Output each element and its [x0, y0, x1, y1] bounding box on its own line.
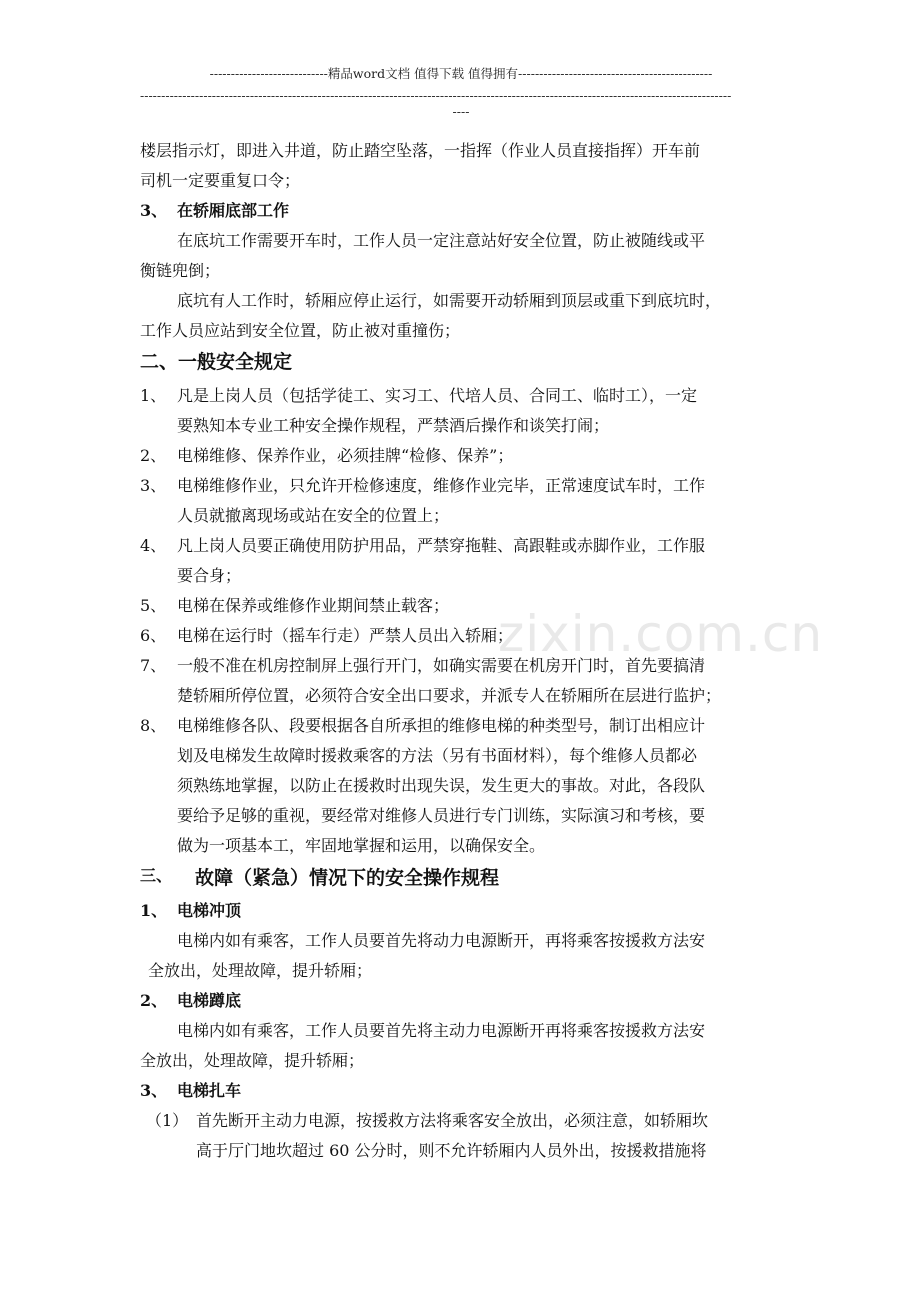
subsection-number: 3、 [140, 1081, 168, 1100]
section-title: 在轿厢底部工作 [177, 201, 290, 220]
list-item-line: 划及电梯发生故障时援救乘客的方法（另有书面材料），每个维修人员都必 [177, 746, 698, 765]
section-number: 三、 [140, 866, 173, 885]
list-item-line: 人员就撤离现场或站在安全的位置上； [177, 506, 450, 525]
list-item-line: 一般不准在机房控制屏上强行开门，如确实需要在机房开门时，首先要搞清 [177, 656, 706, 675]
header-dash-line: -------------------------------------------------------------------------------------------------------------------------------------------- [140, 88, 732, 103]
list-number: 7、 [140, 656, 167, 675]
list-number: 5、 [140, 596, 167, 615]
subsection-title: 电梯冲顶 [177, 901, 242, 920]
body-text-line: 全放出，处理故障，提升轿厢； [140, 1051, 365, 1070]
list-number: （1） [146, 1111, 189, 1130]
list-item-line: 做为一项基本工，牢固地掌握和运用，以确保安全。 [177, 836, 546, 855]
list-item-line: 楚轿厢所停位置，必须符合安全出口要求，并派专人在轿厢所在层进行监护； [177, 686, 722, 705]
body-text-line: 楼层指示灯，即进入井道，防止踏空坠落，一指挥（作业人员直接指挥）开车前 [140, 141, 701, 160]
list-item-line: 高于厅门地坎超过 60 公分时，则不允许轿厢内人员外出，按援救措施将 [196, 1141, 707, 1160]
body-text-line: 全放出，处理故障，提升轿厢； [148, 961, 373, 980]
body-text-line: 电梯内如有乘客，工作人员要首先将动力电源断开，再将乘客按援救方法安 [177, 931, 706, 950]
body-text-line: 司机一定要重复口令； [140, 171, 301, 190]
subsection-number: 2、 [140, 991, 168, 1010]
list-number: 2、 [140, 446, 167, 465]
body-text-line: 衡链兜倒； [140, 261, 221, 280]
list-item-line: 电梯维修作业，只允许开检修速度，维修作业完毕，正常速度试车时，工作 [177, 476, 706, 495]
body-text-line: 工作人员应站到安全位置，防止被对重撞伤； [140, 321, 461, 340]
list-item-line: 须熟练地掌握，以防止在援救时出现失误，发生更大的事故。对此，各段队 [177, 776, 706, 795]
list-item-line: 电梯维修、保养作业，必须挂牌“检修、保养”； [177, 446, 514, 465]
list-item-line: 凡上岗人员要正确使用防护用品，严禁穿拖鞋、高跟鞋或赤脚作业，工作服 [177, 536, 706, 555]
list-item-line: 凡是上岗人员（包括学徒工、实习工、代培人员、合同工、临时工），一定 [177, 386, 698, 405]
list-number: 6、 [140, 626, 167, 645]
subsection-number: 1、 [140, 901, 168, 920]
list-number: 3、 [140, 476, 167, 495]
header-dash-line: ---- [452, 104, 470, 119]
section-heading: 故障（紧急）情况下的安全操作规程 [195, 867, 500, 889]
list-item-line: 要给予足够的重视，要经常对维修人员进行专门训练，实际演习和考核，要 [177, 806, 706, 825]
section-number: 3、 [140, 201, 168, 220]
body-text-line: 电梯内如有乘客，工作人员要首先将主动力电源断开再将乘客按援救方法安 [177, 1021, 706, 1040]
body-text-line: 底坑有人工作时，轿厢应停止运行，如需要开动轿厢到顶层或重下到底坑时， [177, 291, 722, 310]
list-number: 8、 [140, 716, 167, 735]
body-text-line: 在底坑工作需要开车时，工作人员一定注意站好安全位置，防止被随线或平 [177, 231, 706, 250]
header-dash-line: ----------------------------精品word文档 值得下载 值得拥有---------------------------------------------- [209, 66, 713, 81]
watermark: zixin.com.cn [498, 605, 824, 663]
subsection-title: 电梯扎车 [177, 1081, 242, 1100]
list-item-line: 电梯在运行时（摇车行走）严禁人员出入轿厢； [177, 626, 514, 645]
list-number: 1、 [140, 386, 167, 405]
list-item-line: 要熟知本专业工种安全操作规程，严禁酒后操作和谈笑打闹； [177, 416, 610, 435]
list-item-line: 电梯维修各队、段要根据各自所承担的维修电梯的种类型号，制订出相应计 [177, 716, 706, 735]
list-number: 4、 [140, 536, 167, 555]
subsection-title: 电梯蹲底 [177, 991, 242, 1010]
list-item-line: 要合身； [177, 566, 242, 585]
list-item-line: 电梯在保养或维修作业期间禁止载客； [177, 596, 450, 615]
list-item-line: 首先断开主动力电源，按援救方法将乘客安全放出，必须注意，如轿厢坎 [196, 1111, 709, 1130]
section-heading: 二、一般安全规定 [140, 351, 293, 373]
